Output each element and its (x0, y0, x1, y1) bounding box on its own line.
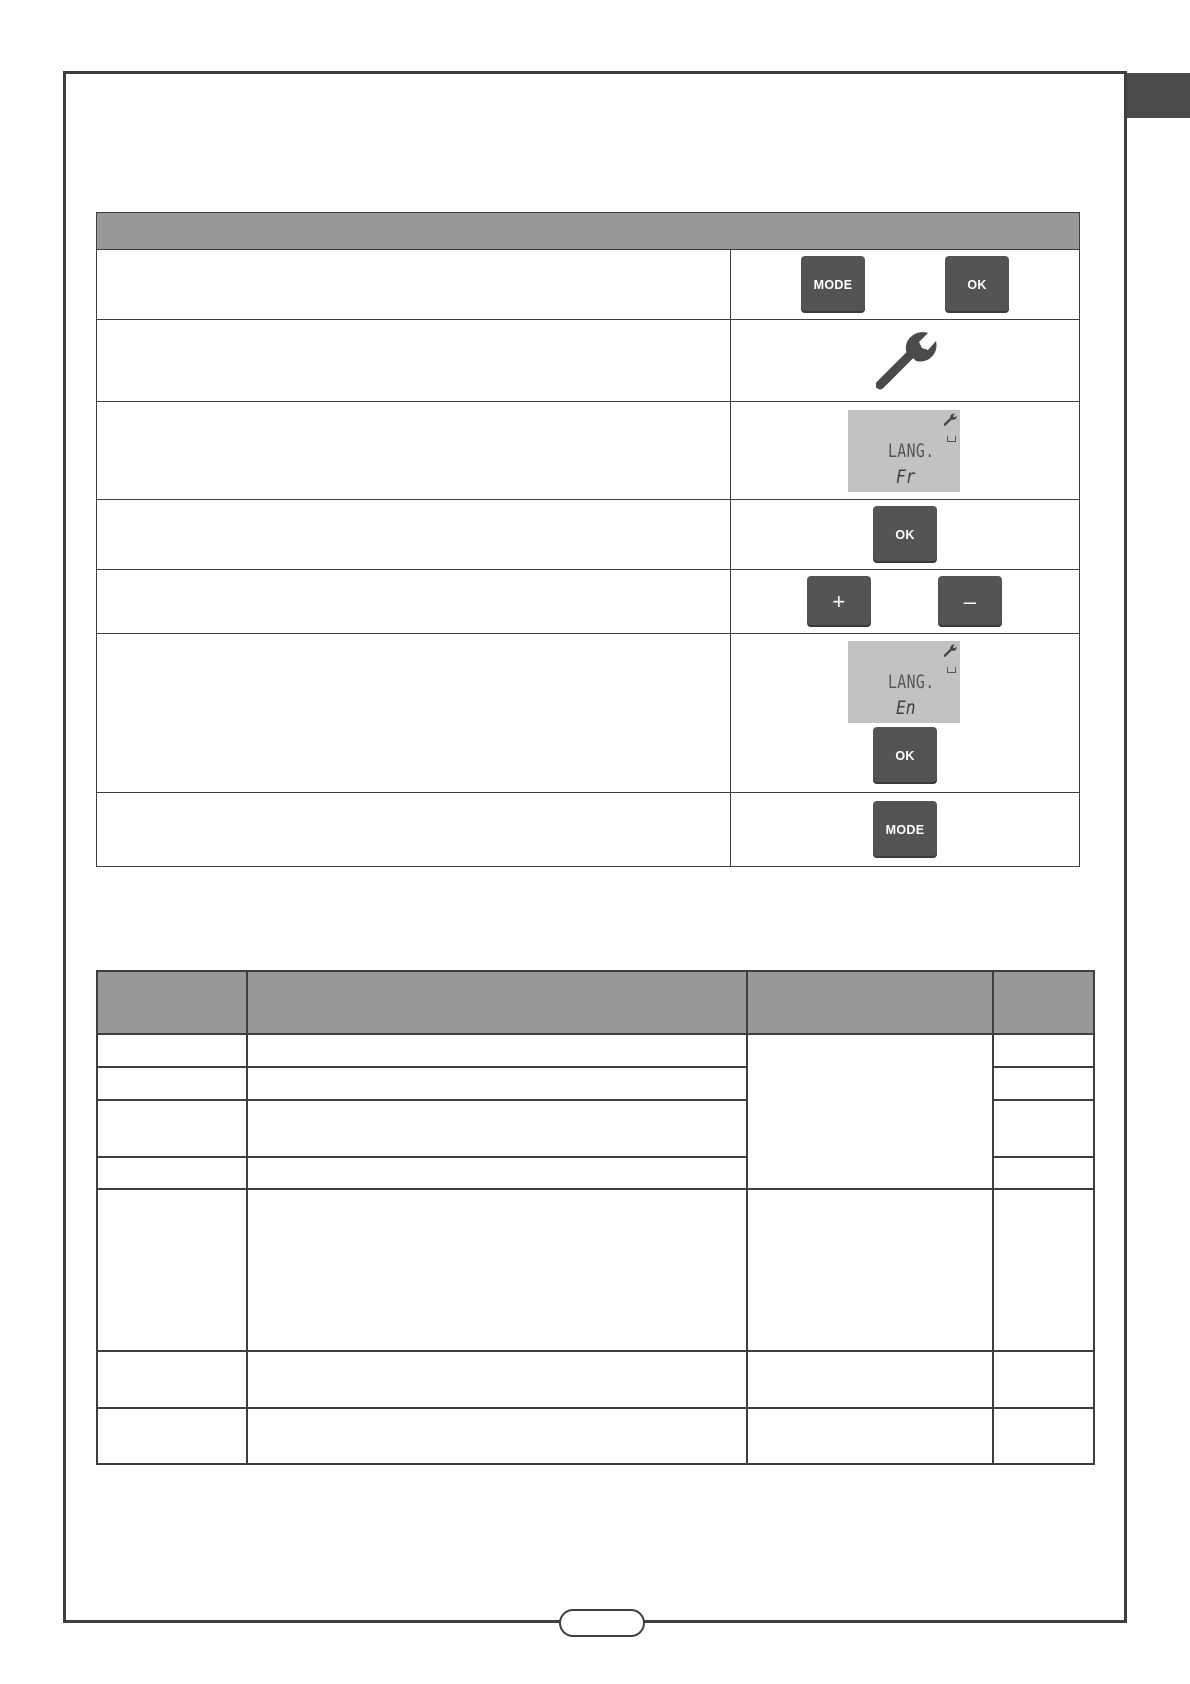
procedure-step-visual (731, 250, 1079, 319)
row-divider (992, 1066, 1093, 1068)
procedure-step-visual (731, 402, 1079, 499)
lcd-display (848, 641, 960, 723)
procedure-row-3 (97, 402, 1079, 500)
procedure-row-4 (97, 500, 1079, 570)
procedure-row-5 (97, 570, 1079, 634)
procedure-step-text (97, 250, 731, 319)
procedure-step-text (97, 634, 731, 792)
section-tab (1127, 73, 1190, 118)
lcd-display (848, 410, 960, 492)
lcd-indicator (947, 667, 956, 673)
procedure-row-6 (97, 634, 1079, 793)
plus-key: + (807, 576, 871, 627)
wrench-icon (944, 644, 957, 657)
procedure-step-text (97, 320, 731, 401)
procedure-step-text (97, 793, 731, 866)
procedure-table-header (97, 213, 1079, 250)
row-divider (992, 1156, 1093, 1158)
lcd-line-1: LANG. (888, 440, 935, 462)
ok-key: OK (873, 506, 937, 563)
procedure-step-text (97, 570, 731, 633)
mode-key: MODE (873, 801, 937, 858)
row-divider (98, 1188, 1093, 1190)
minus-key: – (938, 576, 1002, 627)
column-divider (992, 972, 994, 1463)
ok-key: OK (945, 256, 1009, 313)
procedure-row-7 (97, 793, 1079, 866)
lcd-line-2: En (896, 697, 916, 719)
lcd-line-2: Fr (896, 466, 916, 488)
procedure-step-visual (731, 793, 1079, 866)
parameter-table (96, 970, 1095, 1465)
procedure-row-2 (97, 320, 1079, 402)
wrench-icon (944, 413, 957, 426)
row-divider (992, 1099, 1093, 1101)
wrench-icon (876, 329, 938, 391)
page-number-pill (559, 1609, 645, 1637)
mode-key: MODE (801, 256, 865, 313)
ok-key: OK (873, 727, 937, 784)
procedure-step-visual (731, 320, 1079, 401)
procedure-step-text (97, 402, 731, 499)
procedure-step-visual (731, 500, 1079, 569)
row-divider (98, 1066, 746, 1068)
row-divider (98, 1350, 1093, 1352)
procedure-table (96, 212, 1080, 867)
row-divider (98, 1099, 746, 1101)
row-divider (98, 1156, 746, 1158)
procedure-row-1 (97, 250, 1079, 320)
row-divider (98, 1407, 1093, 1409)
column-divider (746, 972, 748, 1463)
procedure-step-text (97, 500, 731, 569)
lcd-line-1: LANG. (888, 671, 935, 693)
column-divider (246, 972, 248, 1463)
procedure-step-visual (731, 570, 1079, 633)
lcd-indicator (947, 436, 956, 442)
procedure-step-visual (731, 634, 1079, 792)
